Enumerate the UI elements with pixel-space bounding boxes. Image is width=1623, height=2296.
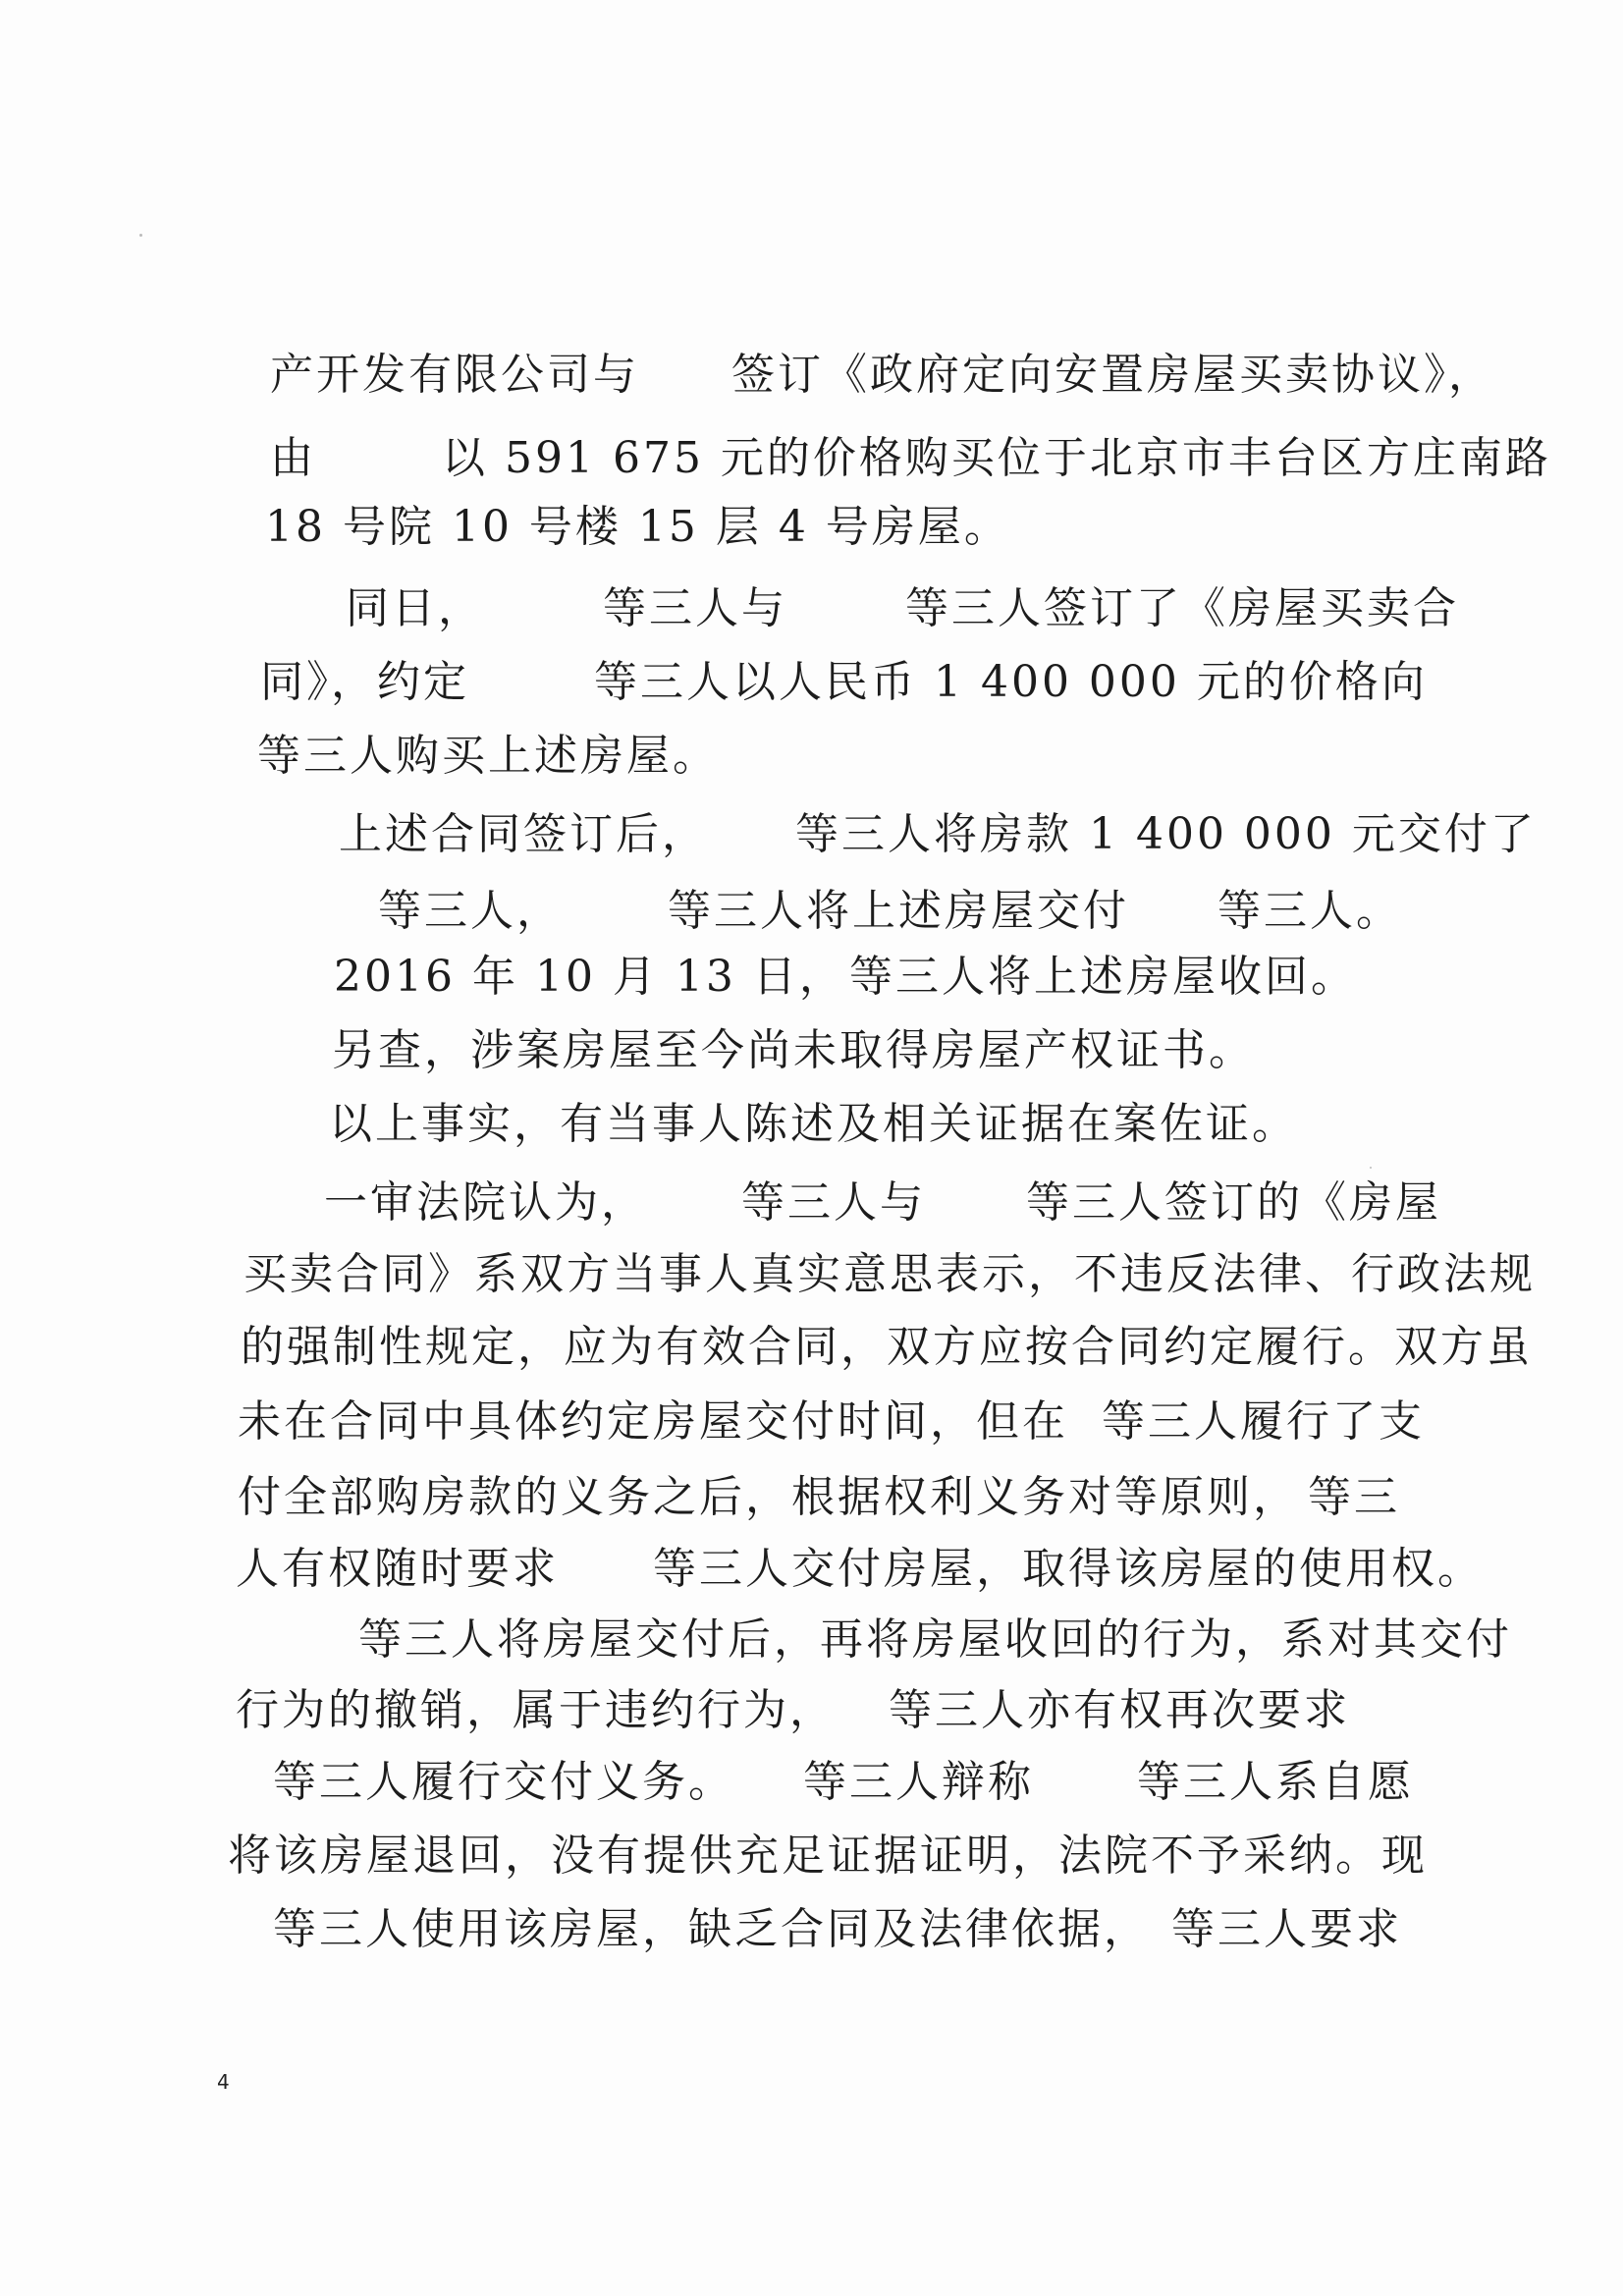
scan-speck — [1370, 1167, 1372, 1169]
text-segment: 等三人将上述房屋交付 — [668, 886, 1129, 936]
text-segment: 的强制性规定，应为有效合同，双方应按合同约定履行。双方虽 — [241, 1322, 1533, 1372]
text-segment: 等三人与 — [603, 583, 787, 633]
text-segment: 产开发有限公司与 — [270, 350, 639, 400]
text-segment: 2016 年 10 月 13 日， — [334, 952, 845, 1002]
text-segment: 一审法院认为， — [324, 1177, 647, 1228]
text-segment: 等三人将上述房屋收回。 — [849, 952, 1357, 1002]
text-segment: 未在合同中具体约定房屋交付时间，但在 — [238, 1396, 1068, 1447]
text-segment: 等三人要求 — [1171, 1904, 1402, 1954]
scan-speck — [139, 234, 142, 237]
text-segment: 等三人购买上述房屋。 — [257, 731, 719, 781]
text-segment: 另查，涉案房屋至今尚未取得房屋产权证书。 — [332, 1025, 1255, 1075]
text-segment: 等三人辩称 — [803, 1757, 1034, 1807]
text-segment: 签订《政府定向安置房屋买卖协议》， — [731, 350, 1494, 400]
text-segment: 行为的撤销，属于违约行为， — [236, 1685, 836, 1735]
text-segment: 等三人将房款 1 400 000 元交付了 — [795, 809, 1537, 859]
text-segment: 18 号院 10 号楼 15 层 4 号房屋。 — [265, 502, 1010, 552]
text-segment: 以上事实，有当事人陈述及相关证据在案佐证。 — [329, 1099, 1298, 1149]
text-segment: 等三人履行交付义务。 — [273, 1757, 734, 1807]
text-segment: 等三人以人民币 1 400 000 元的价格向 — [594, 657, 1428, 707]
text-segment: 人有权随时要求 — [236, 1544, 559, 1594]
text-segment: 付全部购房款的义务之后，根据权利义务对等原则， — [238, 1472, 1299, 1522]
text-segment: 同日， — [346, 583, 484, 633]
text-segment: 等三人， — [378, 886, 563, 936]
text-segment: 等三人使用该房屋，缺乏合同及法律依据， — [273, 1904, 1150, 1954]
text-segment: 等三 — [1308, 1472, 1400, 1522]
page-number: 4 — [217, 2070, 230, 2094]
text-segment: 上述合同签订后， — [339, 809, 708, 859]
text-segment: 等三人履行了支 — [1102, 1396, 1425, 1447]
text-segment: 将该房屋退回，没有提供充足证据证明，法院不予采纳。现 — [228, 1831, 1428, 1881]
text-segment: 等三人将房屋交付后，再将房屋收回的行为，系对其交付 — [358, 1614, 1512, 1665]
text-segment: 以 591 675 元的价格购买位于北京市丰台区方庄南路 — [442, 433, 1551, 483]
text-segment: 等三人与 — [741, 1177, 926, 1228]
text-segment: 等三人。 — [1217, 886, 1402, 936]
text-segment: 等三人系自愿 — [1137, 1757, 1414, 1807]
text-segment: 由 — [270, 433, 316, 483]
text-segment: 同》，约定 — [260, 657, 469, 707]
text-segment: 等三人签订的《房屋 — [1026, 1177, 1441, 1228]
text-segment: 等三人亦有权再次要求 — [889, 1685, 1350, 1735]
text-segment: 等三人签订了《房屋买卖合 — [905, 583, 1459, 633]
text-segment: 等三人交付房屋，取得该房屋的使用权。 — [653, 1544, 1484, 1594]
text-segment: 买卖合同》系双方当事人真实意思表示，不违反法律、行政法规 — [243, 1249, 1536, 1299]
